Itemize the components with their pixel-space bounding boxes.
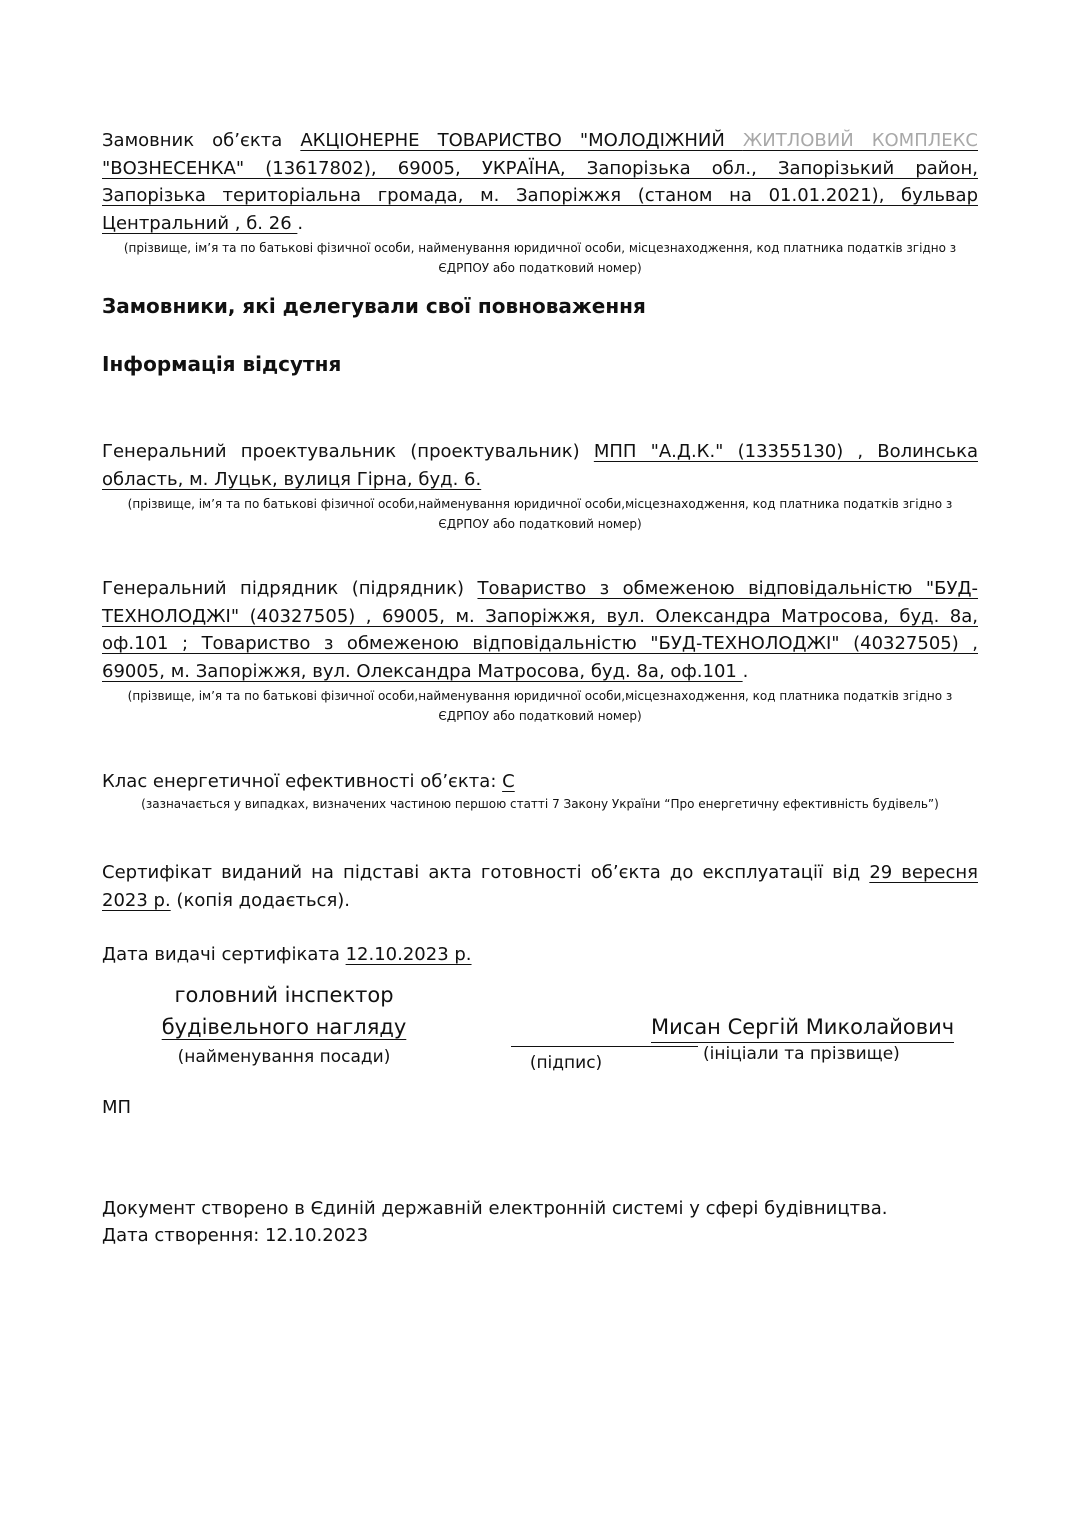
issue-paragraph [102, 941, 978, 968]
issue-block [102, 941, 978, 968]
contractor-note: (прізвище, ім’я та по батькові фізичної особи,найменування юридичної особи,місцезнаходження, код платника податків згідно з ЄДРПОУ або податковий номер) [127, 689, 953, 723]
customer-block [102, 127, 978, 278]
contractor-value: Товариство з обмеженою відповідальністю "БУД-ТЕХНОЛОДЖІ" (40327505) , 69005, м. Запоріжжя, вул. Олександра Матросова, буд. 8а, оф.101 ; Товариство з обмеженою відповідальністю "БУД-ТЕХНОЛОДЖІ" (40327505) , 69005, м. Запоріжжя, вул. Олександра Матросова, буд. 8а, оф.101 [102, 578, 978, 682]
delegated-heading: Замовники, які делегували свої повноваження [102, 294, 646, 318]
energy-block [102, 768, 978, 815]
name-caption: (ініціали та прізвище) [703, 1044, 900, 1064]
position-caption: (найменування посади) [177, 1047, 391, 1067]
designer-block [102, 438, 978, 534]
issue-label: Дата видачі сертифіката [102, 944, 340, 965]
contractor-paragraph [102, 575, 978, 685]
contractor-tail: . [742, 660, 749, 682]
certificate-tail: (копія додається). [176, 889, 351, 911]
customer-value-faded: ЖИТЛОВИЙ КОМПЛЕКС [742, 130, 978, 151]
footer-block [102, 1195, 978, 1249]
position-block [136, 979, 432, 1070]
certificate-date: 29 вересня 2023 р. [102, 862, 978, 911]
certificate-paragraph [102, 859, 978, 914]
issue-date: 12.10.2023 р. [345, 944, 472, 965]
customer-tail: . [297, 212, 304, 234]
signature-caption: (підпис) [529, 1053, 603, 1073]
contractor-block [102, 575, 978, 726]
customer-label: Замовник об’єкта [102, 130, 283, 151]
delegated-info: Інформація відсутня [102, 352, 342, 376]
certificate-block [102, 859, 978, 914]
delegated-block [102, 294, 978, 376]
designer-note: (прізвище, ім’я та по батькові фізичної особи,найменування юридичної особи,місцезнаходження, код платника податків згідно з ЄДРПОУ або податковий номер) [127, 497, 953, 531]
position-line1: головний інспектор [174, 983, 394, 1007]
signature-line [511, 1046, 698, 1047]
designer-paragraph [102, 438, 978, 493]
energy-label: Клас енергетичної ефективності об’єкта: [102, 771, 497, 792]
customer-paragraph [102, 127, 978, 237]
certificate-text: Сертифікат виданий на підставі акта готовності об’єкта до експлуатації від [102, 862, 861, 883]
designer-label: Генеральний проектувальник (проектувальник) [102, 441, 580, 462]
energy-value: C [502, 771, 515, 792]
customer-value: АКЦІОНЕРНЕ ТОВАРИСТВО "МОЛОДІЖНИЙ ЖИТЛОВИЙ КОМПЛЕКС "ВОЗНЕСЕНКА" (13617802), 69005, УКРАЇНА, Запорізька обл., Запорізький район, Запорізька територіальна громада, м. Запоріжжя (станом на 01.01.2021), бульвар Центральний , б. 26 [102, 130, 978, 234]
stamp-mark: МП [102, 1097, 132, 1118]
energy-paragraph [102, 768, 978, 795]
footer-line1: Документ створено в Єдиній державній електронній системі у сфері будівництва. [102, 1198, 888, 1219]
footer-line2: Дата створення: 12.10.2023 [102, 1225, 369, 1246]
position-line2: будівельного нагляду [161, 1015, 407, 1039]
energy-note: (зазначається у випадках, визначених частиною першою статті 7 Закону України “Про енергетичну ефективність будівель”) [141, 797, 939, 811]
contractor-label: Генеральний підрядник (підрядник) [102, 578, 465, 599]
customer-note: (прізвище, ім’я та по батькові фізичної особи, найменування юридичної особи, місцезнаходження, код платника податків згідно з ЄДРПОУ або податковий номер) [123, 241, 957, 275]
inspector-name: Мисан Сергій Миколайович [651, 1012, 954, 1043]
designer-value: МПП "А.Д.К." (13355130) , Волинська область, м. Луцьк, вулиця Гірна, буд. 6. [102, 441, 978, 490]
